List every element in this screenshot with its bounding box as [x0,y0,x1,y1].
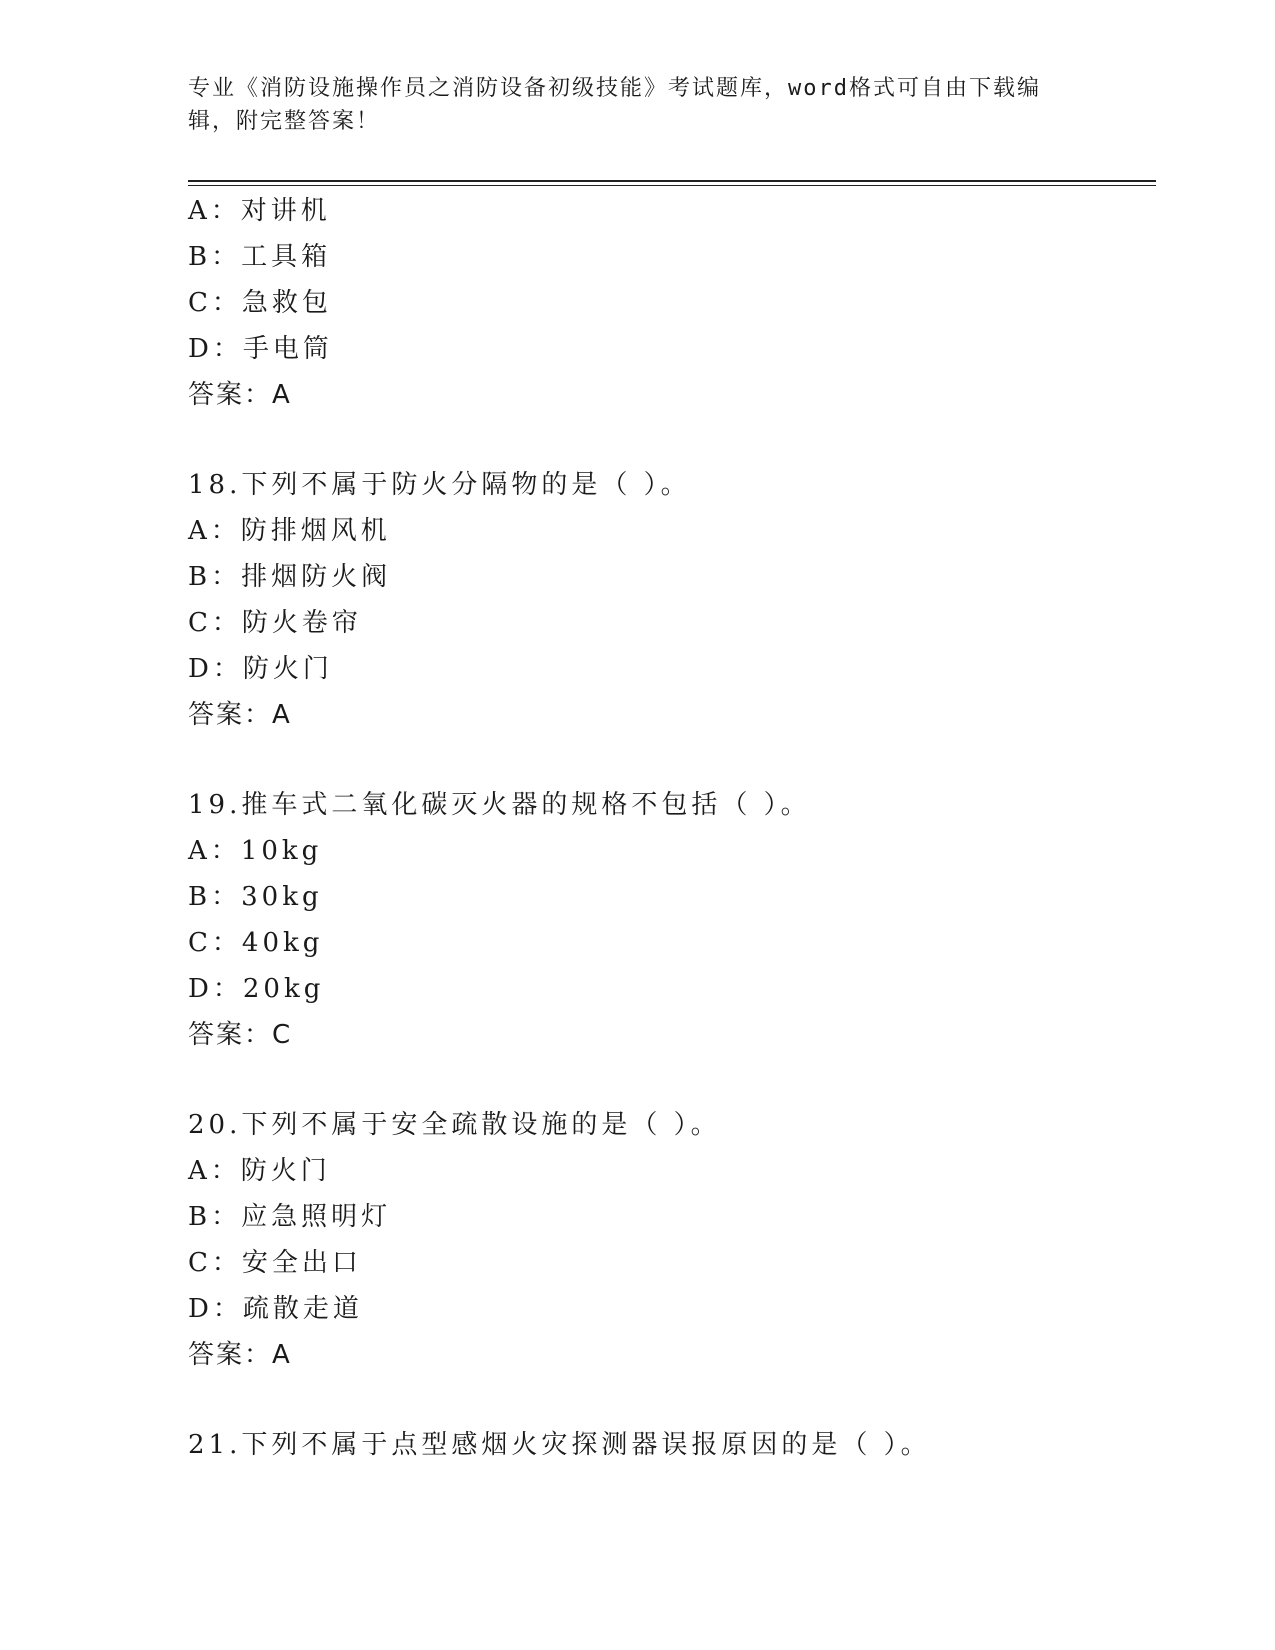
option-c: C ： 急救包 [188,280,1156,326]
option-b: B ： 排烟防火阀 [188,554,1156,600]
question-text: 推车式二氧化碳灭火器的规格不包括（ ）。 [241,790,811,820]
answer-value: A [272,700,292,730]
option-c: C ： 防火卷帘 [188,600,1156,646]
option-d: D ： 手电筒 [188,326,1156,372]
option-d: D ： 防火门 [188,646,1156,692]
option-d: D ： 疏散走道 [188,1286,1156,1332]
answer-line: 答案：A [188,700,292,730]
option-c: C ： 40kg [188,920,1156,966]
question-number: 18 . [188,470,241,500]
option-a: A ： 10kg [188,828,1156,874]
option-b: B ： 应急照明灯 [188,1194,1156,1240]
question-list [188,188,1156,1468]
answer-value: C [272,1020,293,1050]
question-text: 下列不属于点型感烟火灾探测器误报原因的是（ ）。 [241,1430,931,1460]
answer-line: 答案：A [188,380,292,410]
question-number: 21 . [188,1430,241,1460]
option-a: A ： 防火门 [188,1148,1156,1194]
document-header [188,72,1068,138]
option-b: B ： 工具箱 [188,234,1156,280]
header-divider-thick [188,180,1156,182]
header-divider-thin [188,185,1156,186]
answer-value: A [272,1340,292,1370]
option-b: B ： 30kg [188,874,1156,920]
question-stem [188,782,1156,828]
header-line-1: 专业《消防设施操作员之消防设备初级技能》考试题库，word格式可自由下载编 [188,76,1041,101]
question-text: 下列不属于防火分隔物的是（ ）。 [241,470,691,500]
answer-value: A [272,380,292,410]
option-c: C ： 安全出口 [188,1240,1156,1286]
answer-line: 答案：A [188,1340,292,1370]
option-a: A ： 对讲机 [188,188,1156,234]
header-line-2: 辑，附完整答案！ [188,109,381,134]
question-stem [188,1422,1156,1468]
option-a: A ： 防排烟风机 [188,508,1156,554]
option-d: D ： 20kg [188,966,1156,1012]
answer-line: 答案：C [188,1020,293,1050]
question-number: 19 . [188,790,241,820]
question-stem [188,1102,1156,1148]
question-stem [188,462,1156,508]
question-text: 下列不属于安全疏散设施的是（ ）。 [241,1110,721,1140]
question-number: 20 . [188,1110,241,1140]
